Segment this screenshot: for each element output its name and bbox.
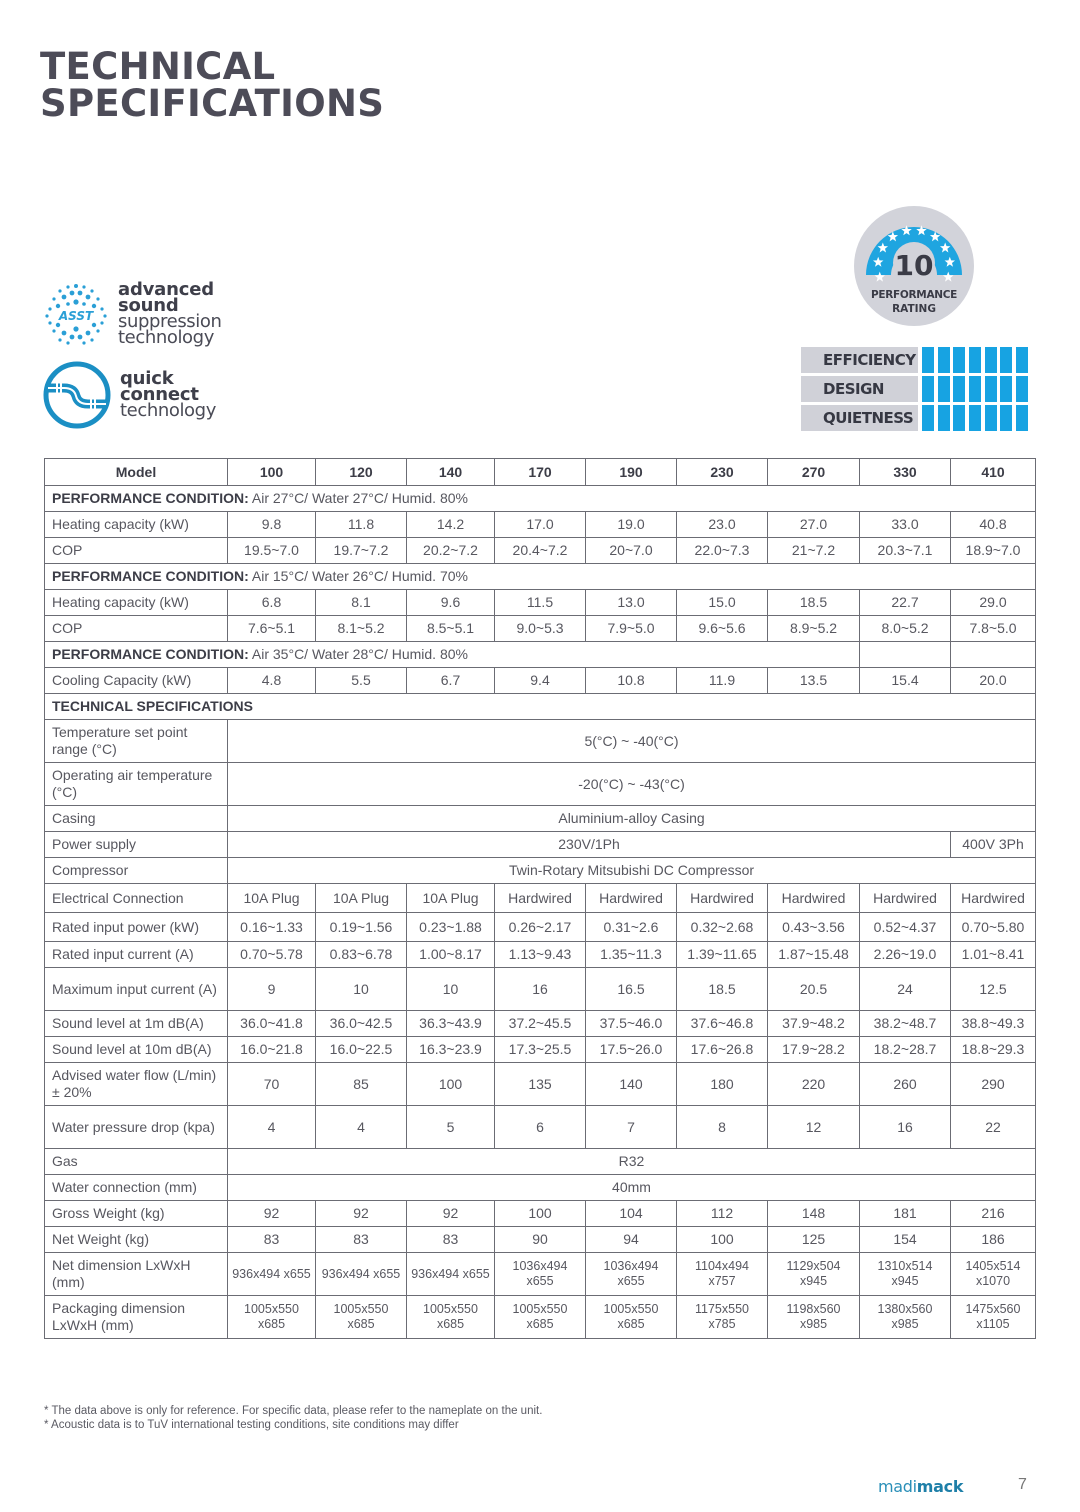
value-cell: 14.2 [407, 512, 495, 538]
row-label: Rated input current (A) [45, 942, 228, 968]
value-cell: 180 [677, 1063, 768, 1106]
value-cell: 1.39~11.65 [677, 942, 768, 968]
header-model-270: 270 [768, 459, 860, 486]
value-cell: 0.52~4.37 [860, 913, 951, 942]
header-model: Model [45, 459, 228, 486]
value-cell: 1005x550 x685 [407, 1296, 495, 1339]
header-model-230: 230 [677, 459, 768, 486]
value-cell: 1380x560 x985 [860, 1296, 951, 1339]
value-cell: 38.2~48.7 [860, 1011, 951, 1037]
value-cell: 5 [407, 1106, 495, 1149]
asst-line-1: advanced [118, 279, 214, 300]
brand-bold: mack [916, 1477, 964, 1496]
value-cell: 0.16~1.33 [228, 913, 316, 942]
value-cell: 12.5 [951, 968, 1036, 1011]
header-model-190: 190 [586, 459, 677, 486]
row-heating1 [45, 512, 1036, 538]
value-cell: 19.0 [586, 512, 677, 538]
section-heading [45, 694, 1036, 720]
value-cell: 16.0~22.5 [316, 1037, 407, 1063]
value-cell: 7.8~5.0 [951, 616, 1036, 642]
rating-line-2: RATING [892, 303, 936, 315]
rating-bar [953, 376, 965, 402]
value-cell: -20(°C) ~ -43(°C) [228, 763, 1036, 806]
row-label: Heating capacity (kW) [45, 512, 228, 538]
section-heading [45, 486, 1036, 512]
value-cell: 2.26~19.0 [860, 942, 951, 968]
value-cell: 83 [407, 1227, 495, 1253]
value-cell: 9.6~5.6 [677, 616, 768, 642]
value-cell: 10.8 [586, 668, 677, 694]
value-cell: 0.83~6.78 [316, 942, 407, 968]
value-cell: 9 [228, 968, 316, 1011]
row-label: Compressor [45, 858, 228, 884]
section-heading [45, 642, 860, 668]
rating-row-design [801, 376, 1032, 402]
row-label: Operating air temperature (°C) [45, 763, 228, 806]
value-cell: 220 [768, 1063, 860, 1106]
rating-bars [922, 376, 1032, 402]
value-cell: 83 [228, 1227, 316, 1253]
value-cell: 154 [860, 1227, 951, 1253]
row-gross_weight [45, 1201, 1036, 1227]
value-cell: 92 [228, 1201, 316, 1227]
value-cell: 8.0~5.2 [860, 616, 951, 642]
rating-label: QUIETNESS [801, 405, 918, 431]
value-cell: 400V 3Ph [951, 832, 1036, 858]
value-cell: Hardwired [677, 884, 768, 913]
row-input_power [45, 913, 1036, 942]
value-cell: 9.4 [495, 668, 586, 694]
value-cell: Hardwired [951, 884, 1036, 913]
value-cell: 0.26~2.17 [495, 913, 586, 942]
row-compressor [45, 858, 1036, 884]
header-model-410: 410 [951, 459, 1036, 486]
value-cell: 92 [407, 1201, 495, 1227]
value-cell: 0.23~1.88 [407, 913, 495, 942]
value-cell: 104 [586, 1201, 677, 1227]
rating-bar [969, 347, 981, 373]
row-label: Gas [45, 1149, 228, 1175]
row-label: Net dimension LxWxH (mm) [45, 1253, 228, 1296]
value-cell: 7.6~5.1 [228, 616, 316, 642]
value-cell: 4 [228, 1106, 316, 1149]
value-cell: 112 [677, 1201, 768, 1227]
rating-bar [1016, 405, 1028, 431]
value-cell: 0.32~2.68 [677, 913, 768, 942]
value-cell: 70 [228, 1063, 316, 1106]
row-label: COP [45, 538, 228, 564]
value-cell: 37.2~45.5 [495, 1011, 586, 1037]
rating-score: 10 [894, 249, 934, 282]
asst-badge-text: ASST [58, 309, 94, 323]
value-cell: 186 [951, 1227, 1036, 1253]
header-model-140: 140 [407, 459, 495, 486]
value-cell: 9.8 [228, 512, 316, 538]
row-heating2 [45, 590, 1036, 616]
value-cell: 1129x504 x945 [768, 1253, 860, 1296]
value-cell: 37.9~48.2 [768, 1011, 860, 1037]
value-cell: 92 [316, 1201, 407, 1227]
value-cell: 18.5 [768, 590, 860, 616]
value-cell: 125 [768, 1227, 860, 1253]
value-cell: 100 [677, 1227, 768, 1253]
value-cell: 13.0 [586, 590, 677, 616]
value-cell: 1405x514 x1070 [951, 1253, 1036, 1296]
value-cell: 94 [586, 1227, 677, 1253]
asst-logo-text [118, 279, 222, 348]
value-cell: 16 [495, 968, 586, 1011]
row-operating [45, 763, 1036, 806]
rating-bar [969, 405, 981, 431]
value-cell: Hardwired [860, 884, 951, 913]
value-cell: 5.5 [316, 668, 407, 694]
value-cell: 11.8 [316, 512, 407, 538]
value-cell: 12 [768, 1106, 860, 1149]
value-cell: 20.2~7.2 [407, 538, 495, 564]
value-cell: 1036x494 x655 [495, 1253, 586, 1296]
row-label: COP [45, 616, 228, 642]
value-cell: 17.6~26.8 [677, 1037, 768, 1063]
value-cell: 1.13~9.43 [495, 942, 586, 968]
value-cell: 40mm [228, 1175, 1036, 1201]
value-cell: 18.8~29.3 [951, 1037, 1036, 1063]
row-max_current [45, 968, 1036, 1011]
row-setpoint [45, 720, 1036, 763]
row-net_weight [45, 1227, 1036, 1253]
value-cell: Aluminium-alloy Casing [228, 806, 1036, 832]
value-cell: 1.35~11.3 [586, 942, 677, 968]
row-label: Net Weight (kg) [45, 1227, 228, 1253]
row-label: Heating capacity (kW) [45, 590, 228, 616]
value-cell: 37.6~46.8 [677, 1011, 768, 1037]
value-cell: 7.9~5.0 [586, 616, 677, 642]
asst-logo [42, 279, 222, 348]
value-cell: 7 [586, 1106, 677, 1149]
value-cell: 0.19~1.56 [316, 913, 407, 942]
value-cell: 936x494 x655 [407, 1253, 495, 1296]
value-cell: 1104x494 x757 [677, 1253, 768, 1296]
value-cell: 1.87~15.48 [768, 942, 860, 968]
row-water_flow [45, 1063, 1036, 1106]
quick-connect-logo-text [120, 368, 216, 421]
rating-bar [985, 376, 997, 402]
rating-bar [1000, 405, 1012, 431]
value-cell: 20~7.0 [586, 538, 677, 564]
qc-line-1: quick [120, 368, 174, 389]
row-power [45, 832, 1036, 858]
section-heading-bold: PERFORMANCE CONDITION: [52, 568, 249, 584]
row-label: Rated input power (kW) [45, 913, 228, 942]
asst-line-4: technology [118, 327, 214, 348]
rating-bars [922, 405, 1032, 431]
value-cell: 15.4 [860, 668, 951, 694]
value-cell: 85 [316, 1063, 407, 1106]
row-pack_dim [45, 1296, 1036, 1339]
value-cell: 1.00~8.17 [407, 942, 495, 968]
row-net_dim [45, 1253, 1036, 1296]
value-cell: 21~7.2 [768, 538, 860, 564]
row-label: Sound level at 1m dB(A) [45, 1011, 228, 1037]
value-cell: Hardwired [495, 884, 586, 913]
rating-bars [922, 347, 1032, 373]
performance-rating-badge [853, 205, 975, 327]
footnote-2: * Acoustic data is to TuV international testing conditions, site conditions may differ [44, 1419, 459, 1431]
row-pressure_drop [45, 1106, 1036, 1149]
value-cell: 1.01~8.41 [951, 942, 1036, 968]
value-cell: 20.5 [768, 968, 860, 1011]
table-header-row [45, 459, 1036, 486]
value-cell: R32 [228, 1149, 1036, 1175]
value-cell: 17.5~26.0 [586, 1037, 677, 1063]
row-cooling [45, 668, 1036, 694]
value-cell: 1310x514 x945 [860, 1253, 951, 1296]
section-heading-bold: PERFORMANCE CONDITION: [52, 490, 249, 506]
value-cell: 22.0~7.3 [677, 538, 768, 564]
value-cell: 37.5~46.0 [586, 1011, 677, 1037]
value-cell: 36.0~42.5 [316, 1011, 407, 1037]
value-cell: 18.9~7.0 [951, 538, 1036, 564]
value-cell: 4 [316, 1106, 407, 1149]
row-gas [45, 1149, 1036, 1175]
value-cell: 17.3~25.5 [495, 1037, 586, 1063]
rating-bar [1016, 376, 1028, 402]
asst-line-2: sound [118, 295, 179, 316]
value-cell: 10 [407, 968, 495, 1011]
rating-bar [953, 405, 965, 431]
value-cell: Hardwired [768, 884, 860, 913]
value-cell: 1036x494 x655 [586, 1253, 677, 1296]
rating-bar [938, 347, 950, 373]
value-cell: 23.0 [677, 512, 768, 538]
value-cell: 100 [495, 1201, 586, 1227]
section-row [45, 486, 1036, 512]
row-water_conn [45, 1175, 1036, 1201]
value-cell: 1475x560 x1105 [951, 1296, 1036, 1339]
rating-row-efficiency [801, 347, 1032, 373]
empty-cell [860, 642, 951, 668]
rating-label: DESIGN [801, 376, 918, 402]
value-cell: 100 [407, 1063, 495, 1106]
value-cell: 33.0 [860, 512, 951, 538]
rating-line-1: PERFORMANCE [870, 289, 958, 301]
value-cell: 8 [677, 1106, 768, 1149]
header-model-120: 120 [316, 459, 407, 486]
header-model-330: 330 [860, 459, 951, 486]
empty-cell [951, 642, 1036, 668]
asst-line-3: suppression [118, 311, 222, 332]
value-cell: 20.0 [951, 668, 1036, 694]
value-cell: 18.5 [677, 968, 768, 1011]
value-cell: 260 [860, 1063, 951, 1106]
value-cell: 8.1 [316, 590, 407, 616]
rating-bar [1000, 347, 1012, 373]
value-cell: 1005x550 x685 [586, 1296, 677, 1339]
footnotes [44, 1404, 542, 1432]
row-label: Electrical Connection [45, 884, 228, 913]
value-cell: 22 [951, 1106, 1036, 1149]
row-label: Power supply [45, 832, 228, 858]
pipe-connector-icon [42, 360, 112, 430]
value-cell: 1198x560 x985 [768, 1296, 860, 1339]
value-cell: 140 [586, 1063, 677, 1106]
value-cell: 36.3~43.9 [407, 1011, 495, 1037]
rating-row-quietness [801, 405, 1032, 431]
row-label: Water connection (mm) [45, 1175, 228, 1201]
value-cell: 16 [860, 1106, 951, 1149]
title-line-1: TECHNICAL [40, 45, 276, 88]
value-cell: 17.0 [495, 512, 586, 538]
value-cell: 8.9~5.2 [768, 616, 860, 642]
value-cell: 1005x550 x685 [495, 1296, 586, 1339]
value-cell: 216 [951, 1201, 1036, 1227]
value-cell: 6 [495, 1106, 586, 1149]
rating-bar [938, 405, 950, 431]
value-cell: 10A Plug [316, 884, 407, 913]
rating-bar [969, 376, 981, 402]
value-cell: 19.5~7.0 [228, 538, 316, 564]
spec-table [44, 458, 1036, 1339]
brand-light: madi [878, 1477, 917, 1496]
section-row [45, 564, 1036, 590]
value-cell: 0.70~5.80 [951, 913, 1036, 942]
value-cell: 10A Plug [407, 884, 495, 913]
row-label: Temperature set point range (°C) [45, 720, 228, 763]
value-cell: 17.9~28.2 [768, 1037, 860, 1063]
value-cell: 8.1~5.2 [316, 616, 407, 642]
value-cell: 22.7 [860, 590, 951, 616]
value-cell: 16.0~21.8 [228, 1037, 316, 1063]
page-number: 7 [1018, 1476, 1027, 1493]
value-cell: 13.5 [768, 668, 860, 694]
row-cop1 [45, 538, 1036, 564]
section-heading [45, 564, 1036, 590]
value-cell: 1005x550 x685 [228, 1296, 316, 1339]
rating-bar [938, 376, 950, 402]
value-cell: 83 [316, 1227, 407, 1253]
rating-bar [1000, 376, 1012, 402]
rating-bar [922, 405, 934, 431]
row-label: Sound level at 10m dB(A) [45, 1037, 228, 1063]
value-cell: 9.0~5.3 [495, 616, 586, 642]
value-cell: 936x494 x655 [316, 1253, 407, 1296]
row-label: Water pressure drop (kpa) [45, 1106, 228, 1149]
header-model-100: 100 [228, 459, 316, 486]
value-cell: 4.8 [228, 668, 316, 694]
rating-bar [985, 347, 997, 373]
section-heading-text: Air 15°C/ Water 26°C/ Humid. 70% [248, 568, 468, 584]
rating-bar [1016, 347, 1028, 373]
value-cell: 90 [495, 1227, 586, 1253]
value-cell: 38.8~49.3 [951, 1011, 1036, 1037]
row-cop2 [45, 616, 1036, 642]
value-cell: 6.7 [407, 668, 495, 694]
value-cell: 1005x550 x685 [316, 1296, 407, 1339]
page-title [40, 45, 385, 125]
value-cell: 15.0 [677, 590, 768, 616]
qc-line-3: technology [120, 400, 216, 421]
value-cell: 24 [860, 968, 951, 1011]
value-cell: 20.4~7.2 [495, 538, 586, 564]
row-label: Gross Weight (kg) [45, 1201, 228, 1227]
value-cell: 0.70~5.78 [228, 942, 316, 968]
quick-connect-logo [42, 360, 216, 430]
row-label: Maximum input current (A) [45, 968, 228, 1011]
section-heading-bold: PERFORMANCE CONDITION: [52, 646, 249, 662]
row-label: Packaging dimension LxWxH (mm) [45, 1296, 228, 1339]
value-cell: 9.6 [407, 590, 495, 616]
value-cell: 36.0~41.8 [228, 1011, 316, 1037]
value-cell: 29.0 [951, 590, 1036, 616]
row-sound10m [45, 1037, 1036, 1063]
value-cell: 11.5 [495, 590, 586, 616]
title-line-2: SPECIFICATIONS [40, 82, 385, 125]
value-cell: 19.7~7.2 [316, 538, 407, 564]
row-label: Casing [45, 806, 228, 832]
row-casing [45, 806, 1036, 832]
tech-spec-heading: TECHNICAL SPECIFICATIONS [52, 698, 253, 714]
row-electrical [45, 884, 1036, 913]
value-cell: 1175x550 x785 [677, 1296, 768, 1339]
section-row [45, 642, 1036, 668]
value-cell: Twin-Rotary Mitsubishi DC Compressor [228, 858, 1036, 884]
value-cell: 5(°C) ~ -40(°C) [228, 720, 1036, 763]
rating-label: EFFICIENCY [801, 347, 918, 373]
value-cell: 8.5~5.1 [407, 616, 495, 642]
value-cell: 290 [951, 1063, 1036, 1106]
rating-bar [922, 376, 934, 402]
value-cell: 16.3~23.9 [407, 1037, 495, 1063]
footnote-1: * The data above is only for reference. For specific data, please refer to the nameplate on the unit. [44, 1405, 543, 1417]
value-cell: 6.8 [228, 590, 316, 616]
section-heading-text: Air 35°C/ Water 28°C/ Humid. 80% [248, 646, 468, 662]
row-sound1m [45, 1011, 1036, 1037]
value-cell: 0.31~2.6 [586, 913, 677, 942]
value-cell: 27.0 [768, 512, 860, 538]
rating-bar [953, 347, 965, 373]
brand-logo [878, 1477, 963, 1496]
value-cell: 230V/1Ph [228, 832, 951, 858]
value-cell: 10 [316, 968, 407, 1011]
value-cell: 181 [860, 1201, 951, 1227]
qc-line-2: connect [120, 384, 199, 405]
value-cell: 20.3~7.1 [860, 538, 951, 564]
row-input_current [45, 942, 1036, 968]
header-model-170: 170 [495, 459, 586, 486]
row-label: Cooling Capacity (kW) [45, 668, 228, 694]
value-cell: 18.2~28.7 [860, 1037, 951, 1063]
section-heading-text: Air 27°C/ Water 27°C/ Humid. 80% [248, 490, 468, 506]
value-cell: 936x494 x655 [228, 1253, 316, 1296]
value-cell: 40.8 [951, 512, 1036, 538]
value-cell: 135 [495, 1063, 586, 1106]
rating-bar [985, 405, 997, 431]
section-row [45, 694, 1036, 720]
value-cell: 11.9 [677, 668, 768, 694]
value-cell: Hardwired [586, 884, 677, 913]
row-label: Advised water flow (L/min) ± 20% [45, 1063, 228, 1106]
value-cell: 16.5 [586, 968, 677, 1011]
rating-bar [922, 347, 934, 373]
value-cell: 148 [768, 1201, 860, 1227]
sound-suppression-icon [42, 282, 110, 346]
value-cell: 10A Plug [228, 884, 316, 913]
value-cell: 0.43~3.56 [768, 913, 860, 942]
rating-categories [801, 347, 1032, 434]
